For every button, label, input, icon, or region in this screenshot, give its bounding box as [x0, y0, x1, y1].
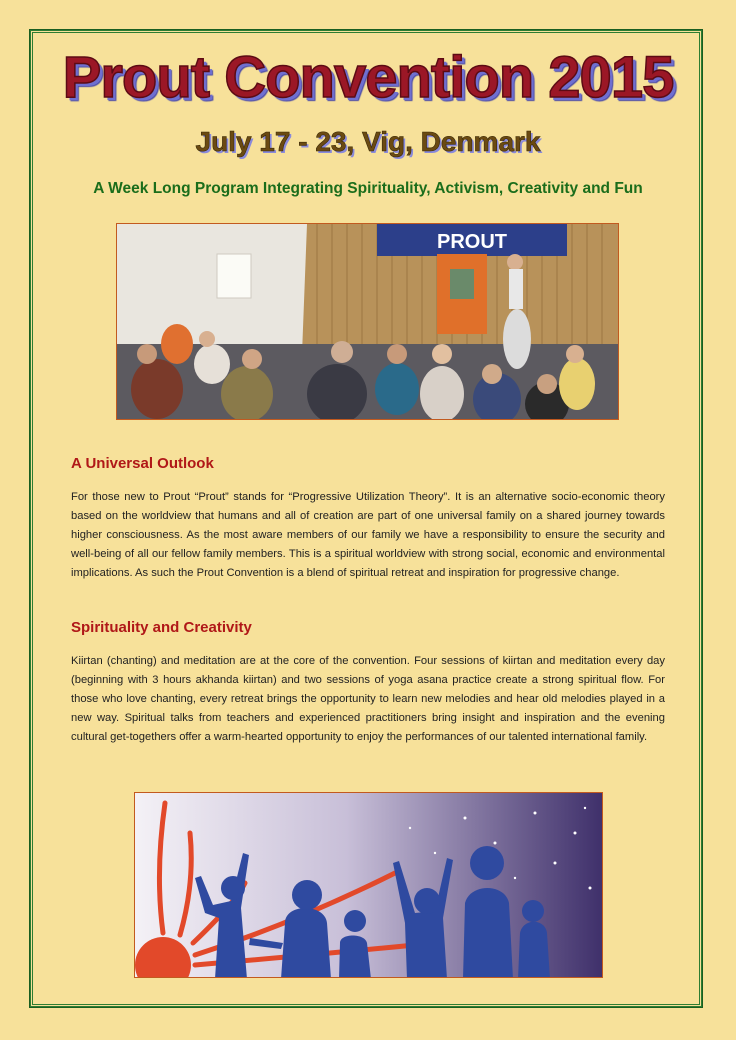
convention-photo [116, 223, 619, 420]
group-gathering-image [117, 224, 619, 420]
page-title: Prout Convention 2015 [62, 45, 674, 110]
dancing-figures-image [135, 793, 603, 978]
tagline: A Week Long Program Integrating Spirituality, Activism, Creativity and Fun [93, 180, 643, 197]
section-body-spirituality-creativity: Kiirtan (chanting) and meditation are at the core of the convention. Four sessions of kiirtan and meditation every day (beginning with 3 hours akhanda kiirtan) and two sessions of yoga asana practice create a strong spiritual flow. For those who love chanting, every retreat brings the opportunity to learn new melodies and hear old melodies played in a new way. Spiritual talks from teachers and experienced practitioners bring insight and inspiration and the evening cultural get-togethers offer a warm-hearted opportunity to enjoy the performances of our talented international family. [71, 655, 665, 743]
banner-text: PROUT [437, 231, 507, 253]
section-heading-spirituality-creativity: Spirituality and Creativity [71, 619, 252, 636]
event-dates-location: July 17 - 23, Vig, Denmark [195, 126, 541, 157]
section-body-universal-outlook: For those new to Prout “Prout” stands for “Progressive Utilization Theory”. It is an alternative socio-economic theory based on the worldview that humans and all of creation are part of one universal family on a shared journey towards higher consciousness. As the most aware members of our family we have a responsibility to ensure the security and well-being of all our fellow family members. This is a spiritual worldview with strong social, economic and environmental implications. As such the Prout Convention is a blend of spiritual retreat and inspiration for progressive change. [71, 491, 665, 579]
section-heading-universal-outlook: A Universal Outlook [71, 455, 214, 472]
celebration-illustration [134, 792, 603, 978]
